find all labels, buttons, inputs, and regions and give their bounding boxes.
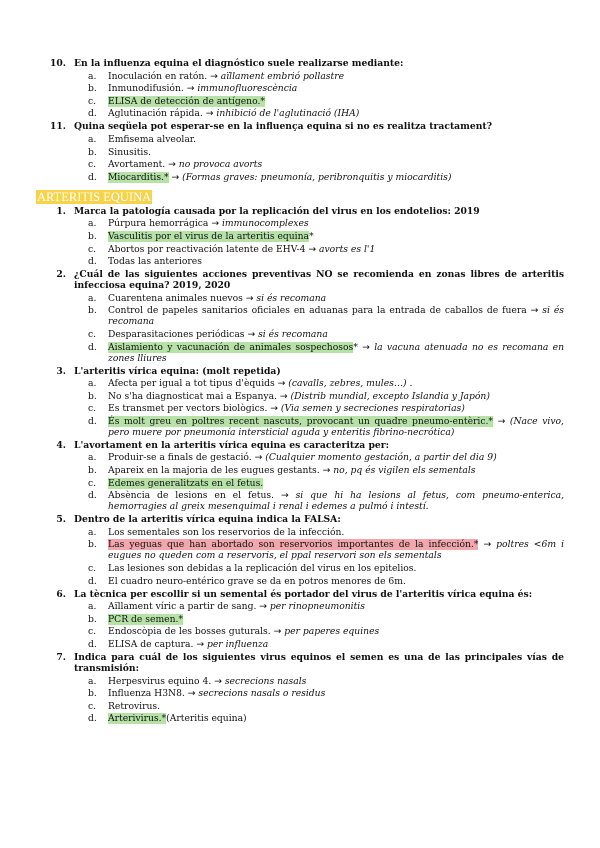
answer-text-group bbox=[108, 563, 416, 574]
arrow-icon: → bbox=[530, 305, 539, 317]
note-tail: . bbox=[406, 378, 413, 390]
option-text: Las yeguas que han abortado son reservorios importantes de la infección. bbox=[108, 539, 474, 551]
option-letter: c. bbox=[88, 700, 97, 712]
highlighted-answer bbox=[108, 416, 493, 427]
question-number: 7. bbox=[56, 652, 66, 663]
arrow-icon: → bbox=[196, 639, 205, 650]
arrow-icon: → bbox=[211, 218, 220, 230]
option-text: PCR de semen. bbox=[108, 613, 179, 625]
question-content bbox=[36, 56, 564, 726]
option-body bbox=[108, 134, 196, 145]
option-list bbox=[74, 378, 564, 438]
answer-note: no, pq és vigilen els sementals bbox=[333, 465, 476, 477]
option-body bbox=[108, 231, 314, 242]
answer-note: per paperes equines bbox=[284, 626, 380, 638]
answer-note: si és recomana bbox=[256, 292, 327, 304]
answer-text-group bbox=[108, 147, 151, 158]
option-body bbox=[108, 218, 309, 229]
option-body bbox=[108, 452, 497, 463]
answer-note: (Arteritis equina) bbox=[166, 713, 247, 725]
question-text: Indica para cuál de los siguientes virus equinos el semen es una de las principales vías de transmisión: bbox=[74, 652, 564, 674]
question-text: Quina seqüela pot esperar-se en la influença equina si no es realitza tractament? bbox=[74, 121, 493, 133]
option-letter: b. bbox=[88, 613, 97, 625]
option-letter: a. bbox=[88, 526, 97, 538]
option-letter: b. bbox=[88, 465, 97, 477]
option-letter: d. bbox=[88, 713, 97, 725]
answer-text-group bbox=[108, 83, 184, 94]
option-letter: d. bbox=[88, 341, 97, 353]
option-text: Cuarentena animales nuevos bbox=[108, 292, 243, 304]
question bbox=[36, 121, 564, 182]
option-body bbox=[108, 614, 183, 625]
correct-mark: * bbox=[353, 341, 358, 353]
option-text: Desparasitaciones periódicas bbox=[108, 328, 245, 340]
answer-note: (cavalls, zebres, mules…) bbox=[288, 378, 407, 390]
section-heading bbox=[36, 190, 564, 204]
option-list bbox=[74, 134, 564, 183]
option-text: Arterivirus. bbox=[108, 713, 162, 725]
question-text: En la influenza equina el diagnóstico suele realizarse mediante: bbox=[74, 58, 404, 69]
answer-note: (Distrib mundial, excepto Islandia y Japón) bbox=[290, 390, 490, 402]
option-text: Apareix en la majoria de les eugues gestants. bbox=[108, 465, 320, 477]
option-body bbox=[108, 478, 263, 489]
arrow-icon: → bbox=[214, 675, 222, 687]
answer-note: avorts es l'1 bbox=[318, 243, 376, 255]
arrow-icon: → bbox=[245, 292, 254, 304]
option-body bbox=[108, 244, 375, 255]
highlighted-answer bbox=[108, 231, 309, 242]
option-body bbox=[108, 329, 328, 340]
option-letter: c. bbox=[88, 243, 97, 255]
option-list bbox=[74, 293, 564, 364]
answer-note: si que hi ha lesions al fetus, com pneumo-enterica, hemorragies al greix mesenquimal i renal i edemes a pulmó i intestí. bbox=[108, 490, 564, 513]
option-body bbox=[108, 83, 297, 94]
answer-text-group bbox=[108, 465, 320, 476]
option-letter: a. bbox=[88, 675, 97, 687]
question-number: 1. bbox=[56, 205, 66, 217]
option-text: Edemes generalitzats en el fetus. bbox=[108, 477, 264, 489]
highlighted-answer bbox=[108, 478, 263, 489]
arrow-icon: → bbox=[483, 539, 492, 551]
option-text: No s'ha diagnosticat mai a Espanya. bbox=[108, 390, 277, 402]
arrow-icon: → bbox=[362, 341, 370, 353]
answer-option bbox=[74, 478, 564, 489]
option-body bbox=[108, 147, 151, 158]
answer-option bbox=[74, 231, 564, 242]
option-list bbox=[74, 452, 564, 512]
question-text: Dentro de la arteritis vírica equina indica la FALSA: bbox=[74, 514, 341, 526]
question-number: 4. bbox=[56, 439, 66, 451]
option-body bbox=[108, 403, 465, 414]
option-body bbox=[108, 465, 476, 476]
option-body bbox=[108, 391, 490, 402]
question-text: ¿Cuál de las siguientes acciones preventivas NO se recomienda en zonas libres de arteritis infecciosa equina? 2019, 2020 bbox=[74, 269, 564, 292]
answer-text-group bbox=[108, 218, 208, 229]
answer-option bbox=[74, 688, 564, 699]
option-body bbox=[108, 416, 564, 438]
option-letter: b. bbox=[88, 230, 97, 242]
answer-option bbox=[74, 256, 564, 267]
question bbox=[36, 366, 564, 438]
option-letter: d. bbox=[88, 415, 97, 427]
answer-text-group bbox=[108, 452, 252, 463]
answer-note: si és recomana bbox=[108, 305, 564, 328]
answer-text-group bbox=[108, 329, 245, 340]
answer-text-group bbox=[108, 108, 203, 119]
arteritis-questions bbox=[36, 206, 564, 725]
correct-mark: * bbox=[488, 415, 493, 427]
question-number: 2. bbox=[56, 269, 66, 281]
arrow-icon: → bbox=[308, 243, 317, 255]
answer-note: (Cualquier momento gestación, a partir del dia 9) bbox=[265, 452, 497, 464]
option-letter: c. bbox=[88, 159, 97, 171]
option-letter: d. bbox=[88, 639, 97, 650]
option-letter: b. bbox=[88, 539, 97, 551]
arrow-icon: → bbox=[277, 378, 286, 390]
answer-text-group bbox=[108, 601, 256, 612]
question-number: 11. bbox=[50, 121, 66, 133]
correct-mark: * bbox=[163, 171, 169, 183]
option-text: Sinusitis. bbox=[108, 146, 151, 158]
question-number: 10. bbox=[50, 58, 66, 69]
option-letter: a. bbox=[88, 452, 97, 464]
answer-option bbox=[74, 83, 564, 94]
answer-text-group bbox=[108, 676, 211, 687]
option-text: Los sementales son los reservorios de la infección. bbox=[108, 526, 345, 538]
option-text: Púrpura hemorrágica bbox=[108, 218, 209, 230]
option-letter: b. bbox=[88, 688, 97, 700]
option-letter: c. bbox=[88, 403, 97, 415]
option-list bbox=[74, 676, 564, 725]
option-text: Aïllament víric a partir de sang. bbox=[108, 601, 257, 613]
answer-option bbox=[74, 134, 564, 145]
option-text: Absència de lesions en el fetus. bbox=[108, 490, 275, 502]
arrow-icon: → bbox=[186, 83, 195, 95]
option-list bbox=[74, 601, 564, 650]
correct-mark: * bbox=[161, 713, 167, 725]
option-text: Control de papeles sanitarios oficiales en aduanas para la entrada de caballos de fuera bbox=[108, 305, 527, 317]
answer-note: secrecions nasals bbox=[224, 675, 307, 687]
answer-note: immunocomplexes bbox=[221, 218, 309, 230]
option-body bbox=[108, 342, 564, 364]
arrow-icon: → bbox=[279, 390, 288, 402]
answer-option bbox=[74, 490, 564, 512]
arrow-icon: → bbox=[187, 688, 196, 700]
answer-text-group bbox=[108, 256, 202, 267]
question-text: L'avortament en la arteritis vírica equina es caracteritza per: bbox=[74, 439, 389, 451]
answer-note: no provoca avorts bbox=[178, 159, 263, 171]
option-body bbox=[108, 172, 451, 183]
option-body bbox=[108, 490, 564, 512]
answer-option bbox=[74, 416, 564, 438]
option-body bbox=[108, 576, 406, 587]
answer-text-group bbox=[108, 576, 406, 587]
answer-option bbox=[74, 676, 564, 687]
answer-note: inhibició de l'aglutinació (IHA) bbox=[216, 108, 360, 120]
option-body bbox=[108, 378, 412, 389]
answer-option bbox=[74, 147, 564, 158]
arrow-icon: → bbox=[270, 403, 278, 415]
option-letter: c. bbox=[88, 328, 97, 340]
option-letter: b. bbox=[88, 146, 97, 158]
option-letter: a. bbox=[88, 70, 97, 82]
answer-note: (Formas graves: pneumonía, peribronquitis y miocarditis) bbox=[182, 171, 452, 183]
answer-option bbox=[74, 701, 564, 712]
option-letter: a. bbox=[88, 378, 97, 390]
answer-text-group bbox=[108, 244, 305, 255]
option-text: Abortos por reactivación latente de EHV-4 bbox=[108, 243, 306, 255]
answer-text-group bbox=[108, 490, 274, 501]
option-text: ELISA de captura. bbox=[108, 639, 194, 650]
option-text: Inoculación en ratón. bbox=[108, 70, 208, 82]
answer-option bbox=[74, 378, 564, 389]
option-letter: c. bbox=[88, 626, 97, 638]
question-text: La tècnica per escollir si un semental és portador del virus de l'arteritis vírica equina és: bbox=[74, 588, 533, 600]
answer-text-group bbox=[108, 403, 267, 414]
answer-text-group bbox=[108, 688, 185, 699]
answer-option bbox=[74, 159, 564, 170]
option-body bbox=[108, 159, 262, 170]
option-letter: d. bbox=[88, 575, 97, 587]
option-text: Las lesiones son debidas a la replicación del virus en los epitelios. bbox=[108, 563, 417, 575]
answer-option bbox=[74, 342, 564, 364]
answer-option bbox=[74, 576, 564, 587]
option-body bbox=[108, 601, 365, 612]
option-text: Avortament. bbox=[108, 159, 166, 171]
answer-text-group bbox=[108, 134, 196, 145]
answer-text-group bbox=[108, 159, 165, 170]
option-text: Todas las anteriores bbox=[108, 256, 202, 268]
answer-option bbox=[74, 403, 564, 414]
question-number: 5. bbox=[56, 514, 66, 526]
option-body bbox=[108, 71, 344, 82]
answer-option bbox=[74, 539, 564, 561]
highlighted-answer bbox=[108, 539, 478, 550]
influenza-questions bbox=[36, 58, 564, 183]
option-list bbox=[74, 71, 564, 120]
option-text: Aislamiento y vacunación de animales sospechosos bbox=[108, 341, 354, 353]
option-letter: d. bbox=[88, 490, 97, 502]
arrow-icon: → bbox=[273, 626, 282, 638]
correct-mark: * bbox=[260, 95, 265, 107]
option-letter: c. bbox=[88, 95, 97, 107]
option-text: Vasculitis por el virus de la arteritis equina bbox=[108, 230, 310, 242]
option-text: Herpesvirus equino 4. bbox=[108, 675, 212, 687]
answer-option bbox=[74, 465, 564, 476]
option-letter: c. bbox=[88, 477, 97, 489]
option-body bbox=[108, 539, 564, 561]
question bbox=[36, 514, 564, 586]
answer-option bbox=[74, 329, 564, 340]
section-title: ARTERITIS EQUINA bbox=[37, 189, 152, 204]
question-text: Marca la patología causada por la replicación del virus en los endotelios: 2019 bbox=[74, 205, 480, 217]
option-body bbox=[108, 108, 359, 119]
option-body bbox=[108, 563, 416, 574]
question-text: L'arteritis vírica equina: (molt repetida) bbox=[74, 365, 281, 377]
option-text: Produir-se a finals de gestació. bbox=[108, 452, 252, 464]
correct-mark: * bbox=[473, 539, 479, 551]
answer-note: la vacuna atenuada no es recomana en zones lliures bbox=[108, 341, 565, 364]
option-text: El cuadro neuro-entérico grave se da en potros menores de 6m. bbox=[108, 575, 406, 587]
option-text: Emfisema alveolar. bbox=[108, 133, 197, 145]
option-body bbox=[108, 527, 344, 538]
option-body bbox=[108, 96, 265, 107]
answer-text-group bbox=[108, 626, 271, 637]
answer-option bbox=[74, 305, 564, 327]
option-text: Es transmet per vectors biològics. bbox=[108, 403, 268, 415]
arrow-icon: → bbox=[259, 601, 267, 613]
option-letter: a. bbox=[88, 601, 97, 613]
arrow-icon: → bbox=[168, 159, 176, 171]
answer-option bbox=[74, 391, 564, 402]
arrow-icon: → bbox=[280, 490, 289, 502]
answer-note: immunofluorescència bbox=[197, 83, 298, 95]
question bbox=[36, 269, 564, 363]
answer-note: per rinopneumonitis bbox=[269, 601, 365, 613]
option-letter: b. bbox=[88, 390, 97, 402]
highlighted-answer bbox=[108, 342, 353, 353]
highlighted-answer bbox=[108, 96, 265, 107]
arrow-icon: → bbox=[210, 70, 218, 82]
answer-option bbox=[74, 172, 564, 183]
option-letter: d. bbox=[88, 171, 97, 183]
answer-option bbox=[74, 96, 564, 107]
correct-mark: * bbox=[178, 613, 184, 625]
option-text: Aglutinación rápida. bbox=[108, 108, 203, 120]
answer-option bbox=[74, 108, 564, 119]
answer-text-group bbox=[108, 701, 160, 712]
answer-note: aïllament embrió pollastre bbox=[220, 70, 345, 82]
answer-note: poltres <6m i eugues no queden com a reservoris, el ppal reservori son els sementals bbox=[108, 539, 565, 562]
question-number: 6. bbox=[56, 588, 66, 600]
question bbox=[36, 206, 564, 267]
answer-text-group bbox=[108, 293, 243, 304]
option-body bbox=[108, 688, 325, 699]
option-text: És molt greu en poltres recent nascuts, provocant un quadre pneumo-entèric. bbox=[108, 415, 489, 427]
answer-option bbox=[74, 626, 564, 637]
answer-option bbox=[74, 527, 564, 538]
option-letter: d. bbox=[88, 256, 97, 268]
question-number: 3. bbox=[56, 365, 66, 377]
option-letter: c. bbox=[88, 563, 97, 575]
answer-option bbox=[74, 218, 564, 229]
option-body bbox=[108, 305, 564, 327]
answer-text-group bbox=[108, 378, 275, 389]
option-text: Afecta per igual a tot tipus d'èquids bbox=[108, 378, 275, 390]
answer-text-group bbox=[108, 71, 207, 82]
answer-option bbox=[74, 563, 564, 574]
option-body bbox=[108, 701, 160, 712]
answer-note: (Via semen y secreciones respiratorias) bbox=[280, 403, 465, 415]
option-body bbox=[108, 713, 247, 724]
option-letter: d. bbox=[88, 108, 97, 120]
answer-option bbox=[74, 713, 564, 724]
option-text: ELISA de detección de antígeno. bbox=[108, 95, 261, 107]
highlighted-answer bbox=[108, 614, 183, 625]
option-body bbox=[108, 293, 326, 304]
option-text: Inmunodifusión. bbox=[108, 83, 184, 95]
option-letter: b. bbox=[88, 83, 97, 95]
option-list bbox=[74, 218, 564, 267]
highlighted-answer bbox=[108, 172, 169, 183]
arrow-icon: → bbox=[254, 452, 263, 464]
arrow-icon: → bbox=[497, 415, 506, 427]
question bbox=[36, 589, 564, 650]
answer-note: si és recomana bbox=[258, 328, 328, 340]
answer-option bbox=[74, 293, 564, 304]
answer-option bbox=[74, 452, 564, 463]
answer-note: (Nace vivo, pero muere por pneumonía intersticial aguda y enteritis fibrino-necrótica) bbox=[108, 415, 564, 438]
answer-option bbox=[74, 601, 564, 612]
answer-text-group bbox=[108, 391, 277, 402]
answer-text-group bbox=[108, 527, 344, 538]
question bbox=[36, 440, 564, 512]
highlighted-answer bbox=[108, 713, 166, 724]
option-body bbox=[108, 256, 202, 267]
option-text: Miocarditis. bbox=[108, 171, 164, 183]
option-body bbox=[108, 676, 306, 687]
answer-option bbox=[74, 614, 564, 625]
option-text: Retrovirus. bbox=[108, 700, 161, 712]
option-list bbox=[74, 527, 564, 587]
option-body bbox=[108, 626, 379, 637]
arrow-icon: → bbox=[171, 171, 180, 183]
answer-text-group bbox=[108, 639, 193, 650]
option-letter: b. bbox=[88, 305, 97, 317]
arrow-icon: → bbox=[247, 328, 256, 340]
option-body bbox=[108, 639, 268, 650]
option-letter: a. bbox=[88, 292, 97, 304]
option-letter: a. bbox=[88, 133, 97, 145]
answer-text-group bbox=[108, 305, 527, 316]
option-letter: a. bbox=[88, 218, 97, 230]
answer-option bbox=[74, 71, 564, 82]
answer-note: secrecions nasals o residus bbox=[198, 688, 326, 700]
question bbox=[36, 58, 564, 119]
arrow-icon: → bbox=[205, 108, 214, 120]
option-text: Influenza H3N8. bbox=[108, 688, 185, 700]
answer-note: per influenza bbox=[206, 639, 269, 650]
option-text: Endoscòpia de les bosses guturals. bbox=[108, 626, 271, 638]
answer-option bbox=[74, 244, 564, 255]
arrow-icon: → bbox=[322, 465, 331, 477]
question bbox=[36, 652, 564, 724]
answer-option bbox=[74, 639, 564, 650]
correct-mark: * bbox=[309, 230, 314, 242]
